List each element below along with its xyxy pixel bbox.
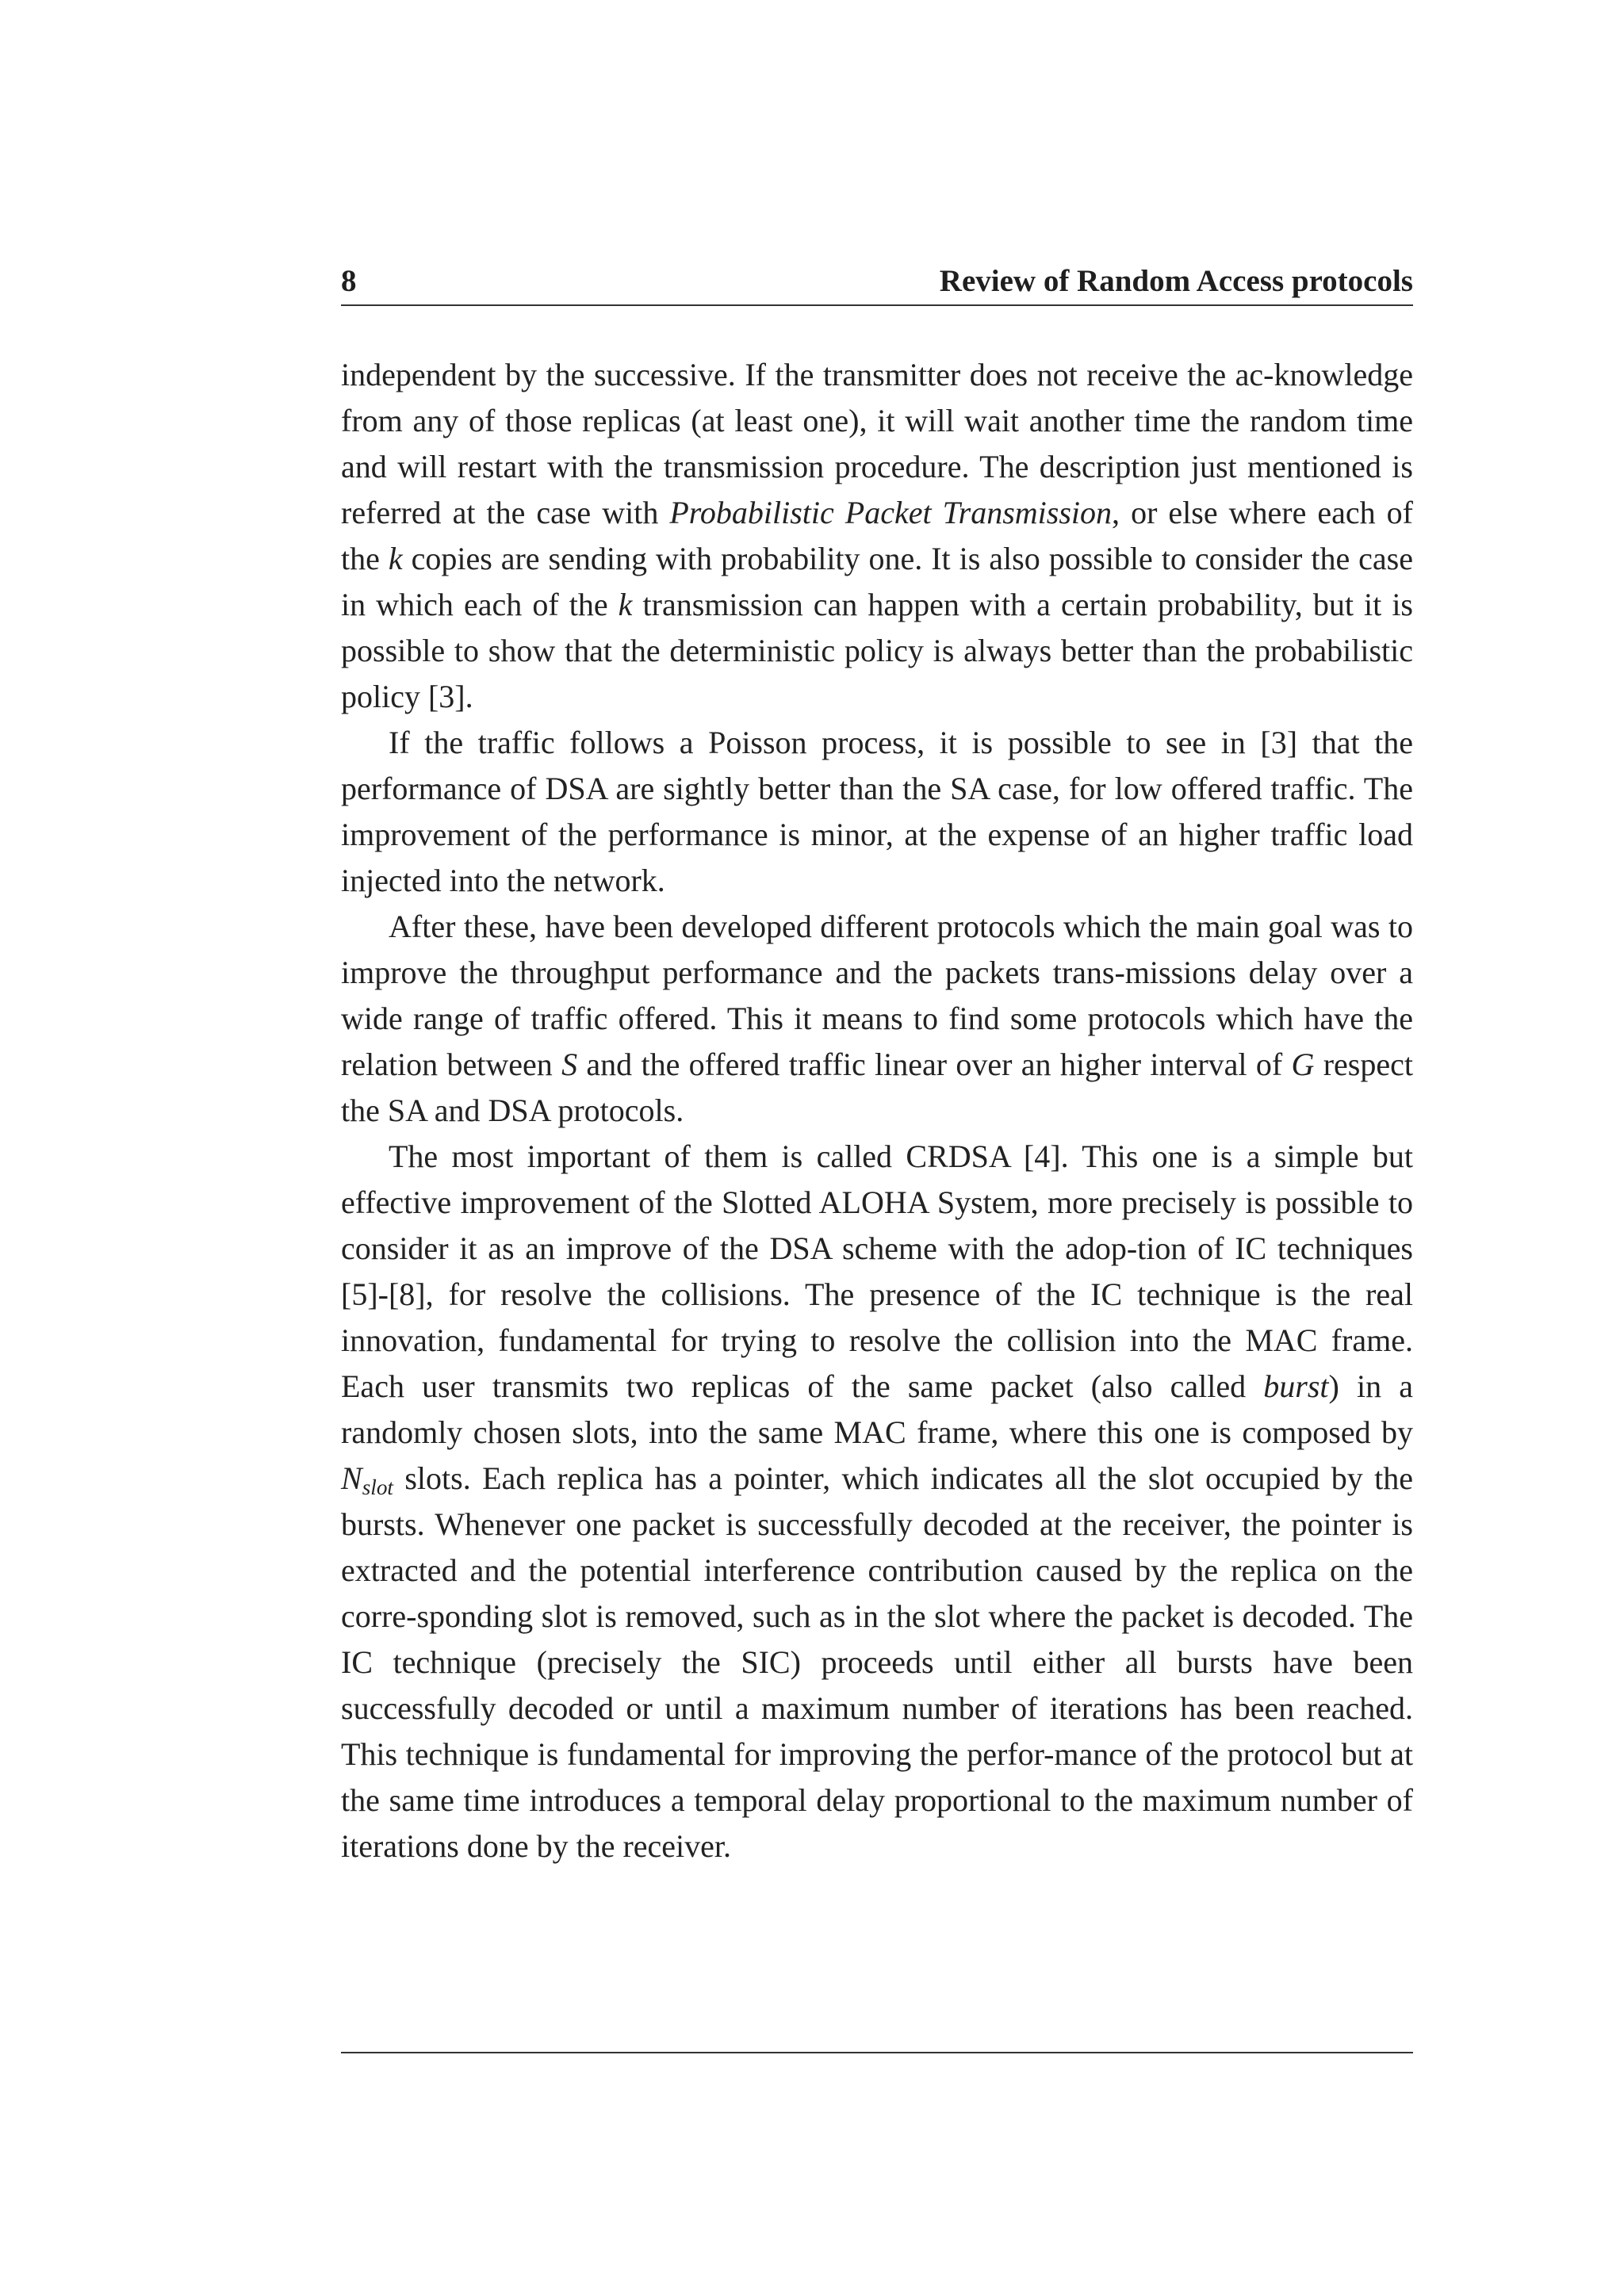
math-variable [341, 1460, 393, 1499]
text-segment: ) in a randomly chosen slots, into the same MAC frame, where this one is composed by [341, 1368, 1414, 1450]
text-segment: independent by the successive. If the transmitter does not receive the ac-knowledge from any of those replicas (at least one), it will wait another time the random time and will restart with the transmission procedure. The description just mentioned is referred at the case with [341, 357, 1413, 530]
math-variable: k [388, 541, 403, 576]
text-segment: slots. Each replica has a pointer, which indicates all the slot occupied by the bursts. Whenever one packet is successfully decoded at the receiver, the pointer is extracted and the potential interference contribution caused by the replica on the corre-sponding slot is removed, such as in the slot where the packet is decoded. The IC technique (precisely the SIC) proceeds until either all bursts have been successfully decoded or until a maximum number of iterations has been reached. This technique is fundamental for improving the perfor-mance of the protocol but at the same time introduces a temporal delay proportional to the maximum number of iterations done by the receiver. [341, 1460, 1413, 1864]
text-segment: The most important of them is called CRDSA [4]. This one is a simple but effective improvement of the Slotted ALOHA System, more precisely is possible to consider it as an improve of the DSA scheme with the adop-tion of IC techniques [5]-[8], for resolve the collisions. The presence of the IC technique is the real innovation, fundamental for trying to resolve the collision into the MAC frame. Each user transmits two replicas of the same packet (also called [341, 1138, 1413, 1404]
paragraph-1 [341, 352, 1413, 720]
page-number: 8 [341, 264, 357, 298]
math-variable: k [618, 587, 633, 622]
paragraph-2 [341, 720, 1413, 904]
text-segment: After these, have been developed different protocols which the main goal was to improve the throughput performance and the packets trans-missions delay over a wide range of traffic offered. This it means to find some protocols which have the relation between [341, 909, 1413, 1082]
math-variable: burst [1263, 1368, 1329, 1404]
emphasis-text: Probabilistic Packet Transmission [669, 495, 1113, 530]
paragraph-3 [341, 904, 1413, 1134]
footer-rule [341, 2052, 1413, 2053]
math-variable: G [1291, 1047, 1315, 1082]
text-segment: copies are sending with probability one. It is also possible to consider the case in which each of the [341, 541, 1413, 622]
body-text [341, 352, 1413, 1869]
page-header [341, 260, 1413, 306]
math-symbol: N [341, 1460, 362, 1496]
text-segment: If the traffic follows a Poisson process, it is possible to see in [3] that the performance of DSA are sightly better than the SA case, for low offered traffic. The improvement of the performance is minor, at the expense of an higher traffic load injected into the network. [341, 725, 1413, 898]
text-segment: respect the SA and DSA protocols. [341, 1047, 1413, 1128]
math-subscript: slot [362, 1475, 393, 1499]
running-title: Review of Random Access protocols [939, 264, 1413, 298]
math-variable: S [561, 1047, 578, 1082]
text-segment: , or else where each of the [341, 495, 1413, 576]
text-segment: and the offered traffic linear over an higher interval of [577, 1047, 1292, 1082]
text-segment: transmission can happen with a certain probability, but it is possible to show that the deterministic policy is always better than the probabilistic policy [3]. [341, 587, 1413, 714]
paragraph-4 [341, 1134, 1413, 1869]
